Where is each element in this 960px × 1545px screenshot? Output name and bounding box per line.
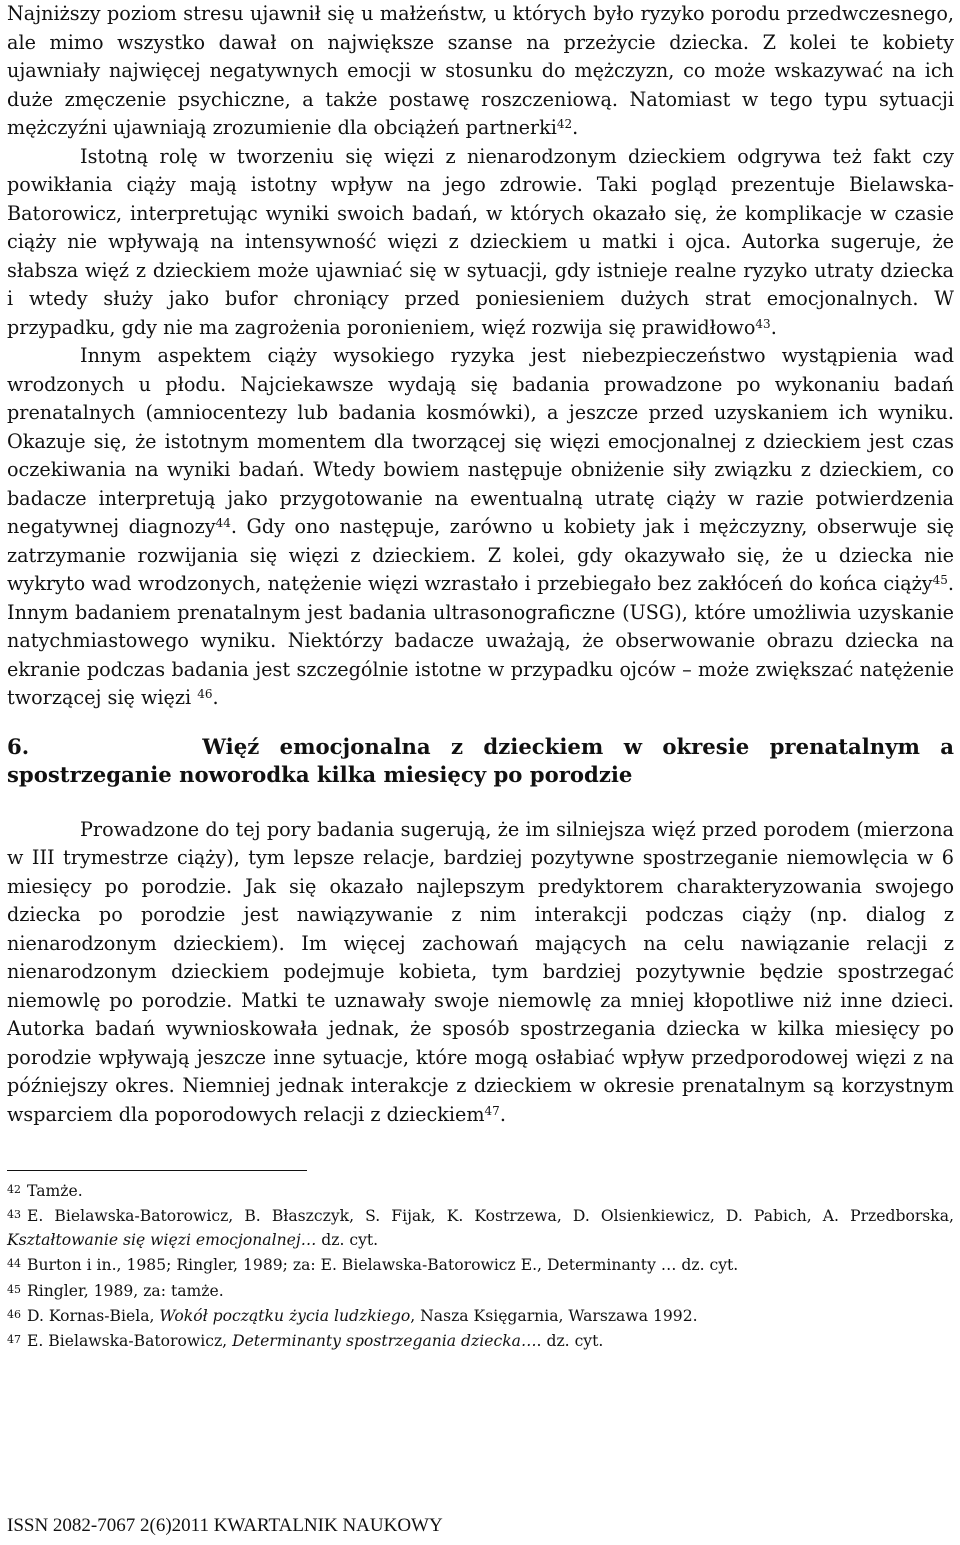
footnote-ref-44: 44 [215, 516, 231, 530]
footnote-ref-43: 43 [755, 316, 771, 331]
footnote-divider [7, 1170, 307, 1171]
paragraph-4-tail: . [499, 1102, 506, 1126]
footnote-number: 45 [7, 1282, 21, 1296]
paragraph-3 [7, 342, 954, 713]
paragraph-4 [7, 816, 954, 1130]
paragraph-3-text-b: . Gdy ono następuje, zarówno u kobiety jak i mężczyzny, obserwuje się zatrzymanie rozwijania się więzi z dzieckiem. Z kolei, gdy okazywało się, że u dziecka nie wykryto wad wrodzonych, natężenie więzi wzrastało i przebiegało bez zakłóceń do końca ciąży [7, 515, 954, 595]
footnote-text: . dz. cyt. [536, 1332, 604, 1351]
footnote-number: 47 [7, 1333, 21, 1347]
footnote-text: Ringler, 1989, za: tamże. [27, 1281, 224, 1300]
paragraph-2 [7, 143, 954, 343]
footnote-44 [7, 1252, 954, 1277]
paragraph-1 [7, 0, 954, 143]
footnote-ref-42: 42 [556, 117, 573, 131]
section-heading [7, 733, 954, 790]
footnote-text: , Nasza Księgarnia, Warszawa 1992. [410, 1307, 698, 1326]
section-title: Więź emocjonalna z dzieckiem w okresie prenatalnym a spostrzeganie noworodka kilka miesięcy po porodzie [7, 733, 954, 787]
footnote-45 [7, 1278, 954, 1303]
footnote-text: E. Bielawska-Batorowicz, B. Błaszczyk, S. Fijak, K. Kostrzewa, D. Olsienkiewicz, D. Pabich, A. Przedborska, [27, 1207, 954, 1226]
footnote-text: dz. cyt. [316, 1230, 379, 1249]
footnote-title: Kształtowanie się więzi emocjonalnej… [7, 1230, 317, 1249]
footnote-46 [7, 1303, 954, 1328]
footnote-number: 42 [7, 1183, 21, 1196]
paragraph-3-tail: . [212, 686, 219, 709]
paragraph-2-tail: . [770, 315, 777, 339]
section-title-spacer [80, 734, 202, 759]
footnote-text: D. Kornas-Biela, [27, 1307, 160, 1326]
footnote-ref-46: 46 [197, 687, 213, 701]
footnote-ref-45: 45 [932, 573, 948, 587]
paragraph-2-text: Istotną rolę w tworzeniu się więzi z nienarodzonym dzieckiem odgrywa też fakt czy powikłania ciąży mają istotny wpływ na jego zdrowie. Taki pogląd prezentuje Bielawska-Batorowicz, interpretując wyniki swoich badań, w których okazało się, że komplikacje w czasie ciąży nie wpływają na intensywność więzi z dzieckiem u matki i ojca. Autorka sugeruje, że słabsza więź z dzieckiem może ujawniać się w sytuacji, gdy istnieje realne ryzyko utraty dziecka i wtedy służy jako bufor chroniący przed poniesieniem dużych strat emocjonalnych. W przypadku, gdy nie ma zagrożenia poronieniem, więź rozwija się prawidłowo [7, 144, 954, 339]
footnote-42 [7, 1178, 954, 1203]
section-number: 6. [7, 733, 30, 759]
footnote-43 [7, 1203, 954, 1252]
footnote-47 [7, 1328, 954, 1353]
footnotes-list [7, 1178, 954, 1354]
paragraph-3-text-c: . Innym badaniem prenatalnym jest badania ultrasonograficzne (USG), które umożliwia uzyskanie natychmiastowego wyniku. Niektórzy badacze uważają, że obserwowanie obrazu dziecka na ekranie podczas badania jest szczególnie istotne w przypadku ojców – może zwiększać natężenie tworzącej się więzi [7, 572, 954, 709]
footnote-number: 43 [7, 1208, 21, 1222]
footnote-text: Tamże. [27, 1182, 83, 1200]
journal-footer: ISSN 2082-7067 2(6)2011 KWARTALNIK NAUKOWY [7, 1515, 443, 1536]
footnote-number: 46 [7, 1308, 21, 1322]
paragraph-1-tail: . [572, 116, 579, 139]
footnote-number: 44 [7, 1257, 21, 1271]
footnote-text: E. Bielawska-Batorowicz, [27, 1332, 233, 1351]
footnote-ref-47: 47 [484, 1103, 500, 1118]
paragraph-3-text-a: Innym aspektem ciąży wysokiego ryzyka jest niebezpieczeństwo wystąpienia wad wrodzonych u płodu. Najciekawsze wydają się badania prowadzone po wykonaniu badań prenatalnych (amniocentezy lub badania kosmówki), a jeszcze przed uzyskaniem ich wyniku. Okazuje się, że istotnym momentem dla tworzącej się więzi emocjonalnej z dzieckiem jest czas oczekiwania na wyniki badań. Wtedy bowiem następuje obniżenie siły związku z dzieckiem, co badacze interpretują jako przygotowanie na ewentualną utratę ciąży w razie potwierdzenia negatywnej diagnozy [7, 344, 954, 538]
paragraph-4-text: Prowadzone do tej pory badania sugerują, że im silniejsza więź przed porodem (mierzona w III trymestrze ciąży), tym lepsze relacje, bardziej pozytywne spostrzeganie niemowlęcia w 6 miesięcy po porodzie. Jak się okazało najlepszym predyktorem charakteryzowania swojego dziecka po porodzie jest nawiązywanie z nim interakcji podczas ciąży (np. dialog z nienarodzonym dzieckiem). Im więcej zachowań mających na celu nawiązanie relacji z nienarodzonym dzieckiem podejmuje kobieta, tym bardziej pozytywnie będzie spostrzegać niemowlę po porodzie. Matki te uznawały swoje niemowlę za mniej kłopotliwe niż inne dzieci. Autorka badań wywnioskowała jednak, że sposób spostrzegania dziecka w kilka miesięcy po porodzie wpływają jeszcze inne sytuacje, które mogą osłabiać wpływ przedporodowej więzi z na późniejszy okres. Niemniej jednak interakcje z dzieckiem w okresie prenatalnym są korzystnym wsparciem dla poporodowych relacji z dzieckiem [7, 817, 954, 1126]
footnote-text: Burton i in., 1985; Ringler, 1989; za: E. Bielawska-Batorowicz E., Determinanty … dz. cyt. [27, 1256, 739, 1275]
paragraph-1-text: Najniższy poziom stresu ujawnił się u małżeństw, u których było ryzyko porodu przedwczesnego, ale mimo wszystko dawał on największe szanse na przeżycie dziecka. Z kolei te kobiety ujawniały najwięcej negatywnych emocji w stosunku do mężczyzn, co może wskazywać na ich duże zmęczenie psychiczne, a także postawę roszczeniową. Natomiast w tego typu sytuacji mężczyźni ujawniają zrozumienie dla obciążeń partnerki [7, 2, 954, 139]
footnote-title: Wokół początku życia ludzkiego [159, 1307, 411, 1326]
footnote-title: Determinanty spostrzegania dziecka… [232, 1332, 537, 1351]
